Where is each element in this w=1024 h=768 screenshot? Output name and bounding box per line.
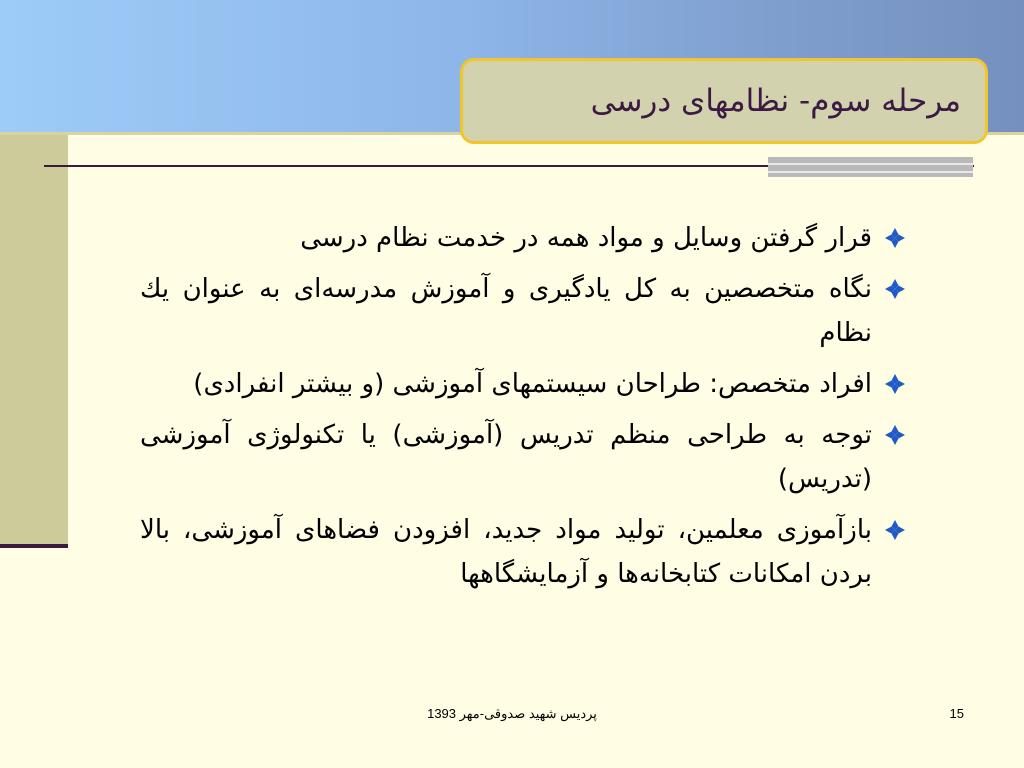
bullet-text: نگاه متخصصین به کل یادگیری و آموزش مدرسه‌ای به عنوان يك نظام (140, 274, 872, 348)
bullet-item (140, 216, 910, 260)
bullet-item (140, 413, 910, 501)
bullet-text: توجه به طراحی منظم تدریس (آموزشی) یا تکنولوژی آموزشی (تدریس) (140, 420, 872, 494)
bullet-item (140, 508, 910, 596)
footer-text: پردیس شهید صدوقی-مهر 1393 (427, 706, 597, 721)
bullet-list (140, 216, 910, 603)
bullet-item (140, 362, 910, 406)
bullet-text: بازآموزی معلمین، تولید مواد جدید، افزودن فضاهای آموزشی، بالا بردن امکانات کتابخانه‌ها و آزمایشگاهها (140, 515, 872, 589)
side-band-rule (0, 544, 68, 548)
bullet-item (140, 267, 910, 355)
title-divider-bar (768, 157, 973, 177)
bullet-text: قرار گرفتن وسایل و مواد همه در خدمت نظام درسی (300, 223, 872, 253)
diamond-bullet-icon (884, 227, 906, 249)
diamond-bullet-icon (884, 424, 906, 446)
bullet-text: افراد متخصص: طراحان سیستمهای آموزشی (و بیشتر انفرادی) (193, 369, 872, 399)
page-number: 15 (949, 706, 964, 721)
diamond-bullet-icon (884, 519, 906, 541)
diamond-bullet-icon (884, 373, 906, 395)
diamond-bullet-icon (884, 278, 906, 300)
slide-title-box (460, 58, 988, 144)
side-band (0, 135, 68, 548)
slide-title: مرحله سوم- نظامهای درسی (590, 83, 961, 119)
